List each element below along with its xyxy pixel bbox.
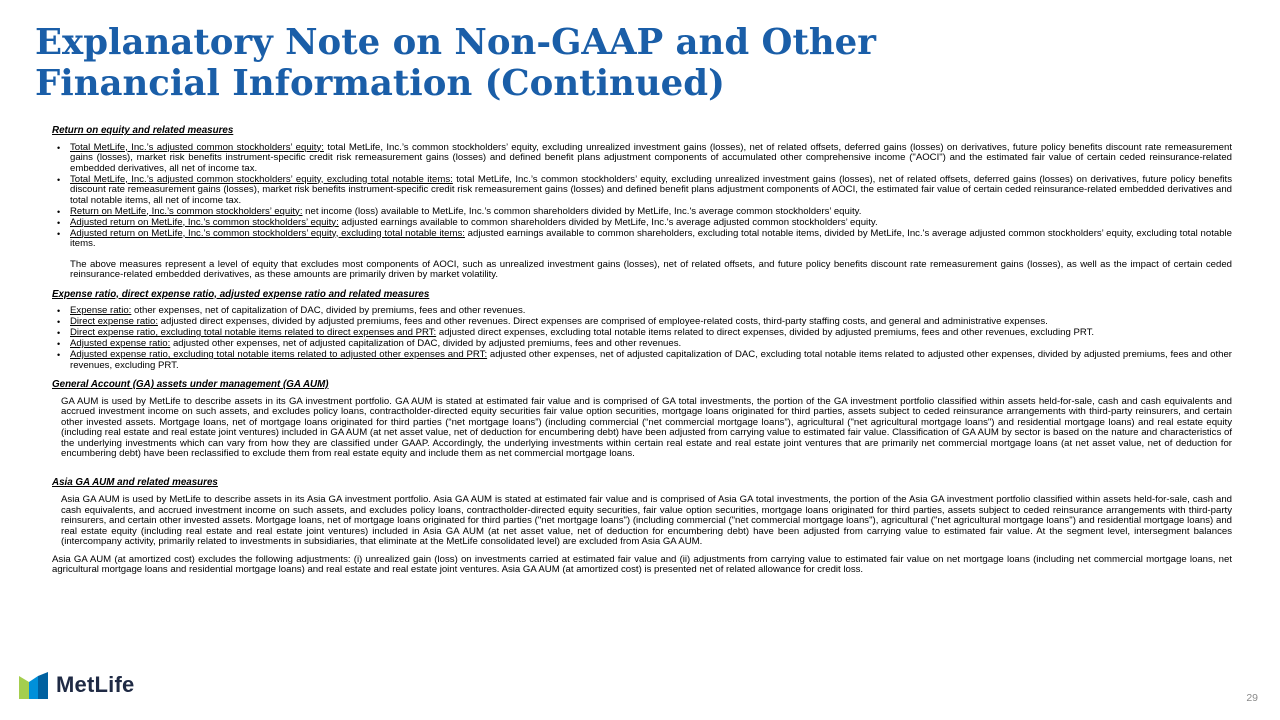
list-item xyxy=(70,328,1232,339)
list-item xyxy=(70,218,1232,229)
list-item xyxy=(70,339,1232,350)
page-title xyxy=(35,22,1235,104)
ga-aum-body: GA AUM is used by MetLife to describe assets in its GA investment portfolio. GA AUM is stated at estimated fair value and is comprised of GA total investments, the portion of the GA investment portfolio classified within assets held-for-sale, cash and cash equivalents and accrued investment income on such assets, and excludes policy loans, contractholder-directed equity securities fair value option securities, mortgage loans originated for third parties, assets subject to ceded reinsurance arrangements with third-party reinsurers, and certain other invested assets. Mortgage loans, net of mortgage loans originated for third parties (“net mortgage loans”) (including commercial (“net commercial mortgage loans”), agricultural ("net agricultural mortgage loans") and residential mortgage loans) and real estate equity (including real estate and real estate joint ventures) included in GA AUM (at net asset value, net of deduction for encumbering debt) have been adjusted from carrying value to estimated fair value. Classification of GA AUM by sector is based on the nature and characteristics of the underlying investments which can vary from how they are classified under GAAP. Accordingly, the underlying investments within certain real estate and real estate joint ventures that are primarily net commercial mortgage loans (at net asset value, net of deduction for encumbering debt) have been reclassified to exclude them from real estate equity and include them as net commercial mortgage loans. xyxy=(61,395,1232,459)
definition: adjusted direct expenses, divided by adjusted premiums, fees and other revenues. Direct expenses are comprised of employee-related costs, third-party staffing costs, and general and administrative expenses. xyxy=(157,316,1048,327)
section-ga-aum xyxy=(52,380,1232,460)
definition: adjusted direct expenses, excluding total notable items related to direct expenses, divided by adjusted premiums, fees and other revenues, excluding PRT. xyxy=(436,327,1095,338)
list-item xyxy=(70,175,1232,207)
asia-ga-aum-body-2: Asia GA AUM (at amortized cost) excludes the following adjustments: (i) unrealized gain (loss) on investments carried at estimated fair value and (ii) adjustments from carrying value to estimated fair value on net mortgage loans (including net commercial mortgage loans, net agricultural mortgage loans and residential mortgage loans) and real estate and real estate joint ventures. Asia GA AUM (at amortized cost) is presented net of related allowance for credit loss. xyxy=(52,553,1232,575)
list-item xyxy=(70,350,1232,371)
term: Adjusted expense ratio, excluding total notable items related to adjusted other expenses and PRT: xyxy=(70,349,488,360)
logo-wordmark: MetLife xyxy=(56,672,135,697)
definition: adjusted other expenses, net of adjusted capitalization of DAC, excluding total notable items related to adjusted other expenses, divided by adjusted premiums, fees and other revenues, excluding PRT. xyxy=(70,349,1232,371)
term: Expense ratio: xyxy=(70,305,132,316)
definition: adjusted other expenses, net of adjusted capitalization of DAC, divided by adjusted premiums, fees and other revenues. xyxy=(170,338,682,349)
list-item xyxy=(70,306,1232,317)
definition: total MetLife, Inc.’s common stockholders’ equity, excluding unrealized investment gains (losses), net of related offsets, deferred gains (losses) on derivatives, future policy benefits discount rate remeasurement gains (losses), market risk benefits instrument-specific credit risk remeasurement gains (losses) and defined benefit plans adjustment components of accumulated other comprehensive income ("AOCI") and the estimated fair value of certain ceded reinsurance-related embedded derivatives, all net of income tax. xyxy=(70,141,1232,174)
title-line-1: Explanatory Note on Non-GAAP and Other xyxy=(35,22,876,63)
term: Direct expense ratio, excluding total notable items related to direct expenses and PRT: xyxy=(70,327,437,338)
title-line-2: Financial Information (Continued) xyxy=(35,63,725,104)
term: Total MetLife, Inc.’s adjusted common stockholders’ equity: xyxy=(70,141,324,153)
section-heading-expense: Expense ratio, direct expense ratio, adjusted expense ratio and related measures xyxy=(52,288,430,300)
metlife-logo-icon xyxy=(19,672,48,699)
definition: total MetLife, Inc.’s common stockholders’ equity, excluding unrealized investment gains (losses), net of related offsets, deferred gains (losses) on derivatives, future policy benefits discount rate remeasurement gains (losses), market risk benefits instrument-specific credit risk remeasurement gains (losses) and defined benefit plans adjustment components of AOCI, the estimated fair value of certain ceded reinsurance-related embedded derivatives and total notable items, all net of income tax. xyxy=(70,173,1232,206)
section-roe xyxy=(52,126,1232,281)
section-heading-roe: Return on equity and related measures xyxy=(52,125,234,136)
list-item xyxy=(70,143,1232,175)
list-item xyxy=(70,317,1232,328)
term: Direct expense ratio: xyxy=(70,316,158,327)
roe-list xyxy=(52,143,1232,250)
asia-ga-aum-body-1: Asia GA AUM is used by MetLife to describe assets in its Asia GA investment portfolio. Asia GA AUM is stated at estimated fair value and is comprised of Asia GA total investments, the portion of the Asia GA investment portfolio classified within assets held-for-sale, cash and cash equivalents, and accrued investment income on such assets, and excludes policy loans, contractholder-directed equity securities, fair value option securities, mortgage loans originated for third parties, assets subject to ceded reinsurance arrangements with third-party reinsurers, and certain other invested assets. Mortgage loans, net of mortgage loans originated for third parties ("net mortgage loans") (including commercial ("net commercial mortgage loans"), agricultural ("net agricultural mortgage loans") and residential mortgage loans) and real estate equity (including real estate and real estate joint ventures) included in Asia GA AUM (at net asset value, net of deduction for encumbering debt) have been adjusted from carrying value to estimated fair value. At the segment level, intersegment balances (intercompany activity, primarily related to investments in subsidiaries, that eliminate at the MetLife consolidated level) are excluded from Asia GA AUM. xyxy=(61,494,1232,547)
term: Adjusted expense ratio: xyxy=(70,338,171,349)
term: Return on MetLife, Inc.’s common stockholders’ equity: xyxy=(70,205,303,217)
term: Total MetLife, Inc.’s adjusted common stockholders’ equity, excluding total notable items: xyxy=(70,173,453,185)
definition: net income (loss) available to MetLife, Inc.’s common shareholders divided by MetLife, Inc.'s average common stockholders’ equity. xyxy=(302,205,862,217)
definition: adjusted earnings available to common shareholders, excluding total notable items, divided by MetLife, Inc.'s average adjusted common stockholders’ equity, excluding total notable items. xyxy=(70,227,1233,249)
list-item xyxy=(70,229,1232,250)
list-item xyxy=(70,207,1232,218)
roe-note: The above measures represent a level of equity that excludes most components of AOCI, such as unrealized investment gains (losses), net of related offsets, and future policy benefits discount rate remeasurement gains (losses), as well as the impact of certain ceded reinsurance-related embedded derivatives, as these amounts are primarily driven by market volatility. xyxy=(70,258,1232,280)
page-number: 29 xyxy=(1246,692,1258,704)
term: Adjusted return on MetLife, Inc.’s common stockholders’ equity: xyxy=(70,216,339,228)
term: Adjusted return on MetLife, Inc.’s common stockholders’ equity, excluding total notable items: xyxy=(70,227,465,239)
expense-list xyxy=(52,306,1232,371)
content-body xyxy=(52,126,1232,576)
definition: other expenses, net of capitalization of DAC, divided by premiums, fees and other revenues. xyxy=(131,305,526,316)
section-heading-asia-ga-aum: Asia GA AUM and related measures xyxy=(52,476,218,488)
section-heading-ga-aum: General Account (GA) assets under management (GA AUM) xyxy=(52,379,329,390)
section-expense xyxy=(52,290,1232,372)
section-asia-ga-aum xyxy=(52,478,1232,576)
definition: adjusted earnings available to common shareholders divided by MetLife, Inc.'s average adjusted common stockholders’ equity. xyxy=(338,216,878,228)
metlife-logo xyxy=(19,670,134,700)
